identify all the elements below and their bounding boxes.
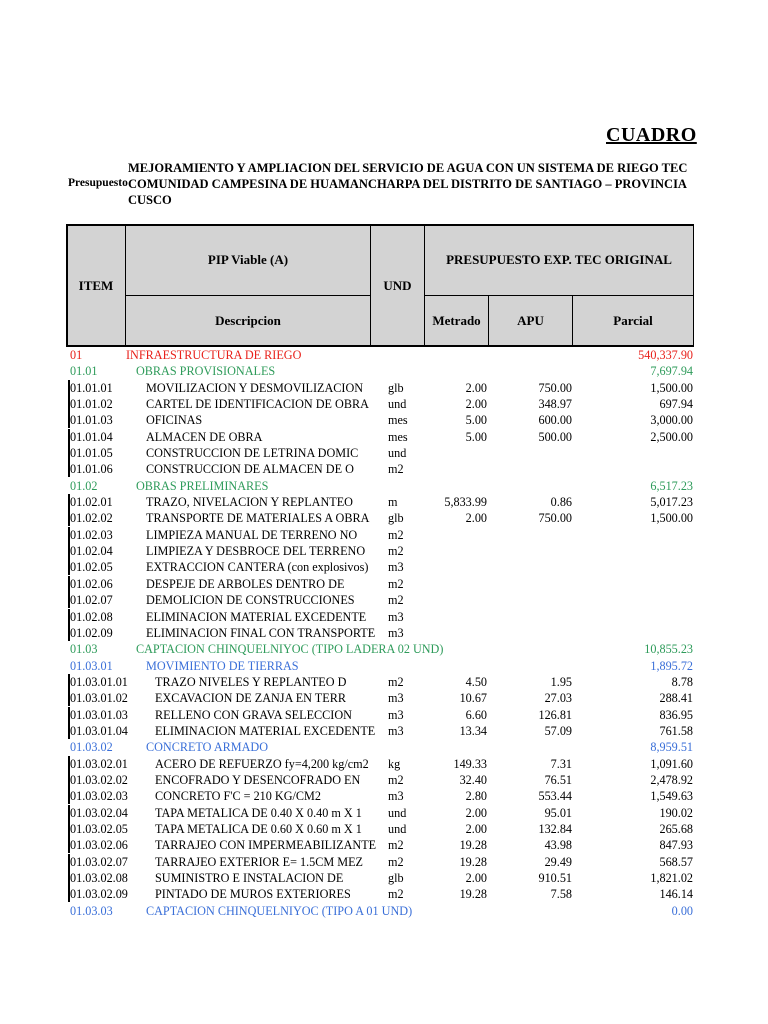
metrado-cell: 5.00 (465, 429, 487, 444)
table-row (0, 380, 768, 396)
item-cell: 01.03.02.03 (70, 789, 128, 804)
table-row (0, 772, 768, 788)
item-cell: 01.03 (70, 642, 98, 657)
unit-cell: mes (388, 413, 408, 428)
parcial-cell: 1,500.00 (650, 380, 693, 395)
metrado-cell: 32.40 (459, 772, 487, 787)
metrado-cell: 19.28 (459, 854, 487, 869)
metrado-cell: 19.28 (459, 838, 487, 853)
metrado-cell: 4.50 (465, 674, 487, 689)
description-cell: RELLENO CON GRAVA SELECCION (155, 707, 352, 722)
metrado-cell: 5,833.99 (444, 495, 487, 510)
apu-cell: 43.98 (544, 838, 572, 853)
table-row (0, 707, 768, 723)
unit-cell: m (388, 495, 398, 510)
parcial-cell: 1,500.00 (650, 511, 693, 526)
unit-cell: m2 (388, 544, 404, 559)
item-cell: 01.02.08 (68, 609, 128, 625)
description-cell: PINTADO DE MUROS EXTERIORES (155, 887, 351, 902)
parcial-cell: 2,500.00 (650, 429, 693, 444)
item-cell: 01.02.09 (68, 625, 128, 641)
apu-cell: 0.86 (550, 495, 572, 510)
project-line: COMUNIDAD CAMPESINA DE HUAMANCHARPA DEL DISTRITO DE SANTIAGO – PROVINCIA (128, 177, 687, 191)
unit-cell: m2 (388, 593, 404, 608)
table-row (0, 625, 768, 641)
table-row (0, 559, 768, 575)
item-cell: 01.02.04 (68, 543, 128, 559)
parcial-cell: 8.78 (671, 674, 693, 689)
description-cell: CAPTACION CHINQUELNIYOC (TIPO A 01 UND) (146, 903, 413, 918)
item-cell: 01.01.06 (68, 461, 128, 477)
parcial-cell: 146.14 (659, 887, 693, 902)
item-cell: 01.03.02.01 (70, 756, 128, 771)
item-cell: 01.02.01 (68, 494, 128, 510)
description-cell: CONCRETO ARMADO (146, 740, 269, 755)
unit-cell: m3 (388, 609, 404, 624)
apu-cell: 95.01 (544, 805, 572, 820)
apu-cell: 600.00 (538, 413, 572, 428)
parcial-cell: 6,517.23 (650, 478, 693, 493)
description-cell: EXTRACCION CANTERA (con explosivos) (146, 560, 369, 575)
unit-cell: glb (388, 380, 404, 395)
description-cell: ACERO DE REFUERZO fy=4,200 kg/cm2 (155, 756, 369, 771)
apu-cell: 500.00 (538, 429, 572, 444)
item-cell: 01.03.02.07 (70, 854, 128, 869)
metrado-cell: 2.80 (465, 789, 487, 804)
parcial-cell: 568.57 (659, 854, 693, 869)
description-cell: TRAZO, NIVELACION Y REPLANTEO (146, 495, 353, 510)
item-cell: 01.01.05 (68, 445, 128, 461)
description-cell: CAPTACION CHINQUELNIYOC (TIPO LADERA 02 UND) (136, 642, 444, 657)
item-cell: 01.03.02.02 (70, 772, 128, 787)
unit-cell: m2 (388, 838, 404, 853)
description-cell: OBRAS PRELIMINARES (136, 478, 269, 493)
description-cell: ENCOFRADO Y DESENCOFRADO EN (155, 772, 361, 787)
table-row (0, 903, 768, 919)
unit-cell: m2 (388, 772, 404, 787)
metrado-cell: 2.00 (465, 380, 487, 395)
unit-cell: m3 (388, 707, 404, 722)
description-cell: CONSTRUCCION DE ALMACEN DE O (146, 462, 354, 477)
description-cell: TAPA METALICA DE 0.40 X 0.40 m X 1 (155, 805, 362, 820)
apu-cell: 132.84 (538, 821, 572, 836)
table-row (0, 739, 768, 755)
header-apu: APU (488, 295, 573, 347)
budget-table-body (0, 347, 768, 919)
description-cell: DESPEJE DE ARBOLES DENTRO DE (146, 576, 345, 591)
apu-cell: 750.00 (538, 380, 572, 395)
item-cell: 01.03.03 (70, 903, 113, 918)
description-cell: ELIMINACION MATERIAL EXCEDENTE (155, 723, 376, 738)
table-row (0, 347, 768, 363)
metrado-cell: 13.34 (459, 723, 487, 738)
table-row (0, 837, 768, 853)
description-cell: TRANSPORTE DE MATERIALES A OBRA (146, 511, 370, 526)
table-row (0, 494, 768, 510)
unit-cell: m2 (388, 854, 404, 869)
unit-cell: und (388, 446, 407, 461)
description-cell: EXCAVACION DE ZANJA EN TERR (155, 691, 346, 706)
unit-cell: m2 (388, 674, 404, 689)
table-row (0, 788, 768, 804)
unit-cell: m3 (388, 560, 404, 575)
header-item: ITEM (66, 224, 126, 347)
description-cell: CARTEL DE IDENTIFICACION DE OBRA (146, 397, 369, 412)
parcial-cell: 1,549.63 (650, 789, 693, 804)
table-row (0, 592, 768, 608)
metrado-cell: 2.00 (465, 397, 487, 412)
table-row (0, 576, 768, 592)
description-cell: DEMOLICION DE CONSTRUCCIONES (146, 593, 355, 608)
apu-cell: 27.03 (544, 691, 572, 706)
unit-cell: kg (388, 756, 401, 771)
item-cell: 01.03.02.09 (70, 887, 128, 902)
item-cell: 01.02 (70, 478, 98, 493)
table-row (0, 821, 768, 837)
description-cell: LIMPIEZA Y DESBROCE DEL TERRENO (146, 544, 366, 559)
item-cell: 01.03.02.06 (70, 838, 128, 853)
parcial-cell: 265.68 (659, 821, 693, 836)
description-cell: ELIMINACION FINAL CON TRANSPORTE (146, 625, 376, 640)
item-cell: 01.03.01.01 (70, 674, 128, 689)
item-cell: 01.02.02 (68, 510, 128, 526)
parcial-cell: 1,895.72 (650, 658, 693, 673)
metrado-cell: 2.00 (465, 821, 487, 836)
parcial-cell: 8,959.51 (650, 740, 693, 755)
item-cell: 01.03.01.04 (70, 723, 128, 738)
parcial-cell: 0.00 (671, 903, 693, 918)
description-cell: MOVILIZACION Y DESMOVILIZACION (146, 380, 364, 395)
metrado-cell: 6.60 (465, 707, 487, 722)
apu-cell: 1.95 (550, 674, 572, 689)
apu-cell: 76.51 (544, 772, 572, 787)
item-cell: 01.02.03 (68, 527, 128, 543)
header-metrado: Metrado (424, 295, 489, 347)
metrado-cell: 19.28 (459, 887, 487, 902)
parcial-cell: 5,017.23 (650, 495, 693, 510)
apu-cell: 7.31 (550, 756, 572, 771)
description-cell: TRAZO NIVELES Y REPLANTEO D (155, 674, 347, 689)
project-line: MEJORAMIENTO Y AMPLIACION DEL SERVICIO DE AGUA CON UN SISTEMA DE RIEGO TEC (128, 161, 688, 175)
metrado-cell: 2.00 (465, 871, 487, 885)
table-row (0, 445, 768, 461)
item-cell: 01.03.02.08 (70, 871, 128, 885)
unit-cell: m2 (388, 576, 404, 591)
apu-cell: 910.51 (538, 871, 572, 885)
table-row (0, 461, 768, 477)
unit-cell: und (388, 805, 407, 820)
presupuesto-label: Presupuesto (68, 177, 128, 189)
description-cell: TARRAJEO CON IMPERMEABILIZANTE (155, 838, 377, 853)
parcial-cell: 288.41 (659, 691, 693, 706)
item-cell: 01.03.01.03 (70, 707, 128, 722)
apu-cell: 126.81 (538, 707, 572, 722)
apu-cell: 553.44 (538, 789, 572, 804)
parcial-cell: 3,000.00 (650, 413, 693, 428)
unit-cell: glb (388, 871, 404, 885)
unit-cell: und (388, 397, 407, 412)
parcial-cell: 1,821.02 (650, 871, 693, 885)
unit-cell: m3 (388, 691, 404, 706)
unit-cell: m2 (388, 527, 404, 542)
parcial-cell: 7,697.94 (650, 364, 693, 379)
parcial-cell: 1,091.60 (650, 756, 693, 771)
table-row (0, 478, 768, 494)
table-row (0, 641, 768, 657)
metrado-cell: 2.00 (465, 511, 487, 526)
unit-cell: m2 (388, 887, 404, 902)
header-descripcion: Descripcion (125, 295, 371, 347)
item-cell: 01.01 (70, 364, 98, 379)
header-parcial: Parcial (572, 295, 694, 347)
item-cell: 01.03.01.02 (70, 691, 128, 706)
description-cell: CONCRETO F'C = 210 KG/CM2 (155, 789, 321, 804)
description-cell: OBRAS PROVISIONALES (136, 364, 276, 379)
unit-cell: m3 (388, 625, 404, 640)
item-cell: 01.02.07 (68, 592, 128, 608)
table-row (0, 854, 768, 870)
item-cell: 01.01.04 (68, 429, 128, 445)
table-row (0, 543, 768, 559)
parcial-cell: 10,855.23 (644, 642, 693, 657)
parcial-cell: 2,478.92 (650, 772, 693, 787)
parcial-cell: 540,337.90 (638, 348, 693, 362)
description-cell: ELIMINACION MATERIAL EXCEDENTE (146, 609, 367, 624)
apu-cell: 348.97 (538, 397, 572, 412)
table-row (0, 870, 768, 886)
item-cell: 01.01.02 (68, 396, 128, 412)
unit-cell: mes (388, 429, 408, 444)
table-row (0, 510, 768, 526)
description-cell: TARRAJEO EXTERIOR E= 1.5CM MEZ (155, 854, 364, 869)
item-cell: 01.01.03 (68, 412, 128, 428)
description-cell: MOVIMIENTO DE TIERRAS (146, 658, 299, 673)
unit-cell: m3 (388, 723, 404, 738)
item-cell: 01.01.01 (68, 380, 128, 396)
unit-cell: und (388, 821, 407, 836)
item-cell: 01.02.05 (68, 559, 128, 575)
apu-cell: 7.58 (550, 887, 572, 902)
metrado-cell: 5.00 (465, 413, 487, 428)
apu-cell: 750.00 (538, 511, 572, 526)
header-pip: PIP Viable (A) (125, 224, 371, 296)
table-row (0, 658, 768, 674)
table-row (0, 674, 768, 690)
table-row (0, 412, 768, 428)
metrado-cell: 149.33 (453, 756, 487, 771)
project-name (128, 160, 694, 208)
table-row (0, 609, 768, 625)
parcial-cell: 836.95 (659, 707, 693, 722)
item-cell: 01.02.06 (68, 576, 128, 592)
table-row (0, 429, 768, 445)
project-line: CUSCO (128, 193, 172, 207)
table-row (0, 396, 768, 412)
unit-cell: m3 (388, 789, 404, 804)
description-cell: OFICINAS (146, 413, 203, 428)
description-cell: TAPA METALICA DE 0.60 X 0.60 m X 1 (155, 821, 362, 836)
item-cell: 01 (70, 348, 83, 362)
table-row (0, 756, 768, 772)
description-cell: INFRAESTRUCTURA DE RIEGO (126, 348, 302, 362)
description-cell: ALMACEN DE OBRA (146, 429, 263, 444)
description-cell: LIMPIEZA MANUAL DE TERRENO NO (146, 527, 358, 542)
document-title: CUADRO (606, 124, 697, 146)
parcial-cell: 761.58 (659, 723, 693, 738)
header-und: UND (370, 224, 425, 347)
item-cell: 01.03.02.04 (70, 805, 128, 820)
table-row (0, 690, 768, 706)
parcial-cell: 847.93 (659, 838, 693, 853)
table-row (0, 805, 768, 821)
item-cell: 01.03.01 (70, 658, 113, 673)
apu-cell: 57.09 (544, 723, 572, 738)
item-cell: 01.03.02.05 (70, 821, 128, 836)
unit-cell: m2 (388, 462, 404, 477)
parcial-cell: 697.94 (659, 397, 693, 412)
metrado-cell: 10.67 (459, 691, 487, 706)
item-cell: 01.03.02 (70, 740, 113, 755)
metrado-cell: 2.00 (465, 805, 487, 820)
parcial-cell: 190.02 (659, 805, 693, 820)
unit-cell: glb (388, 511, 404, 526)
table-row (0, 363, 768, 379)
table-row (0, 886, 768, 902)
description-cell: CONSTRUCCION DE LETRINA DOMIC (146, 446, 359, 461)
table-row (0, 527, 768, 543)
description-cell: SUMINISTRO E INSTALACION DE (155, 871, 344, 885)
header-presupuesto: PRESUPUESTO EXP. TEC ORIGINAL (424, 224, 694, 296)
table-row (0, 723, 768, 739)
apu-cell: 29.49 (544, 854, 572, 869)
